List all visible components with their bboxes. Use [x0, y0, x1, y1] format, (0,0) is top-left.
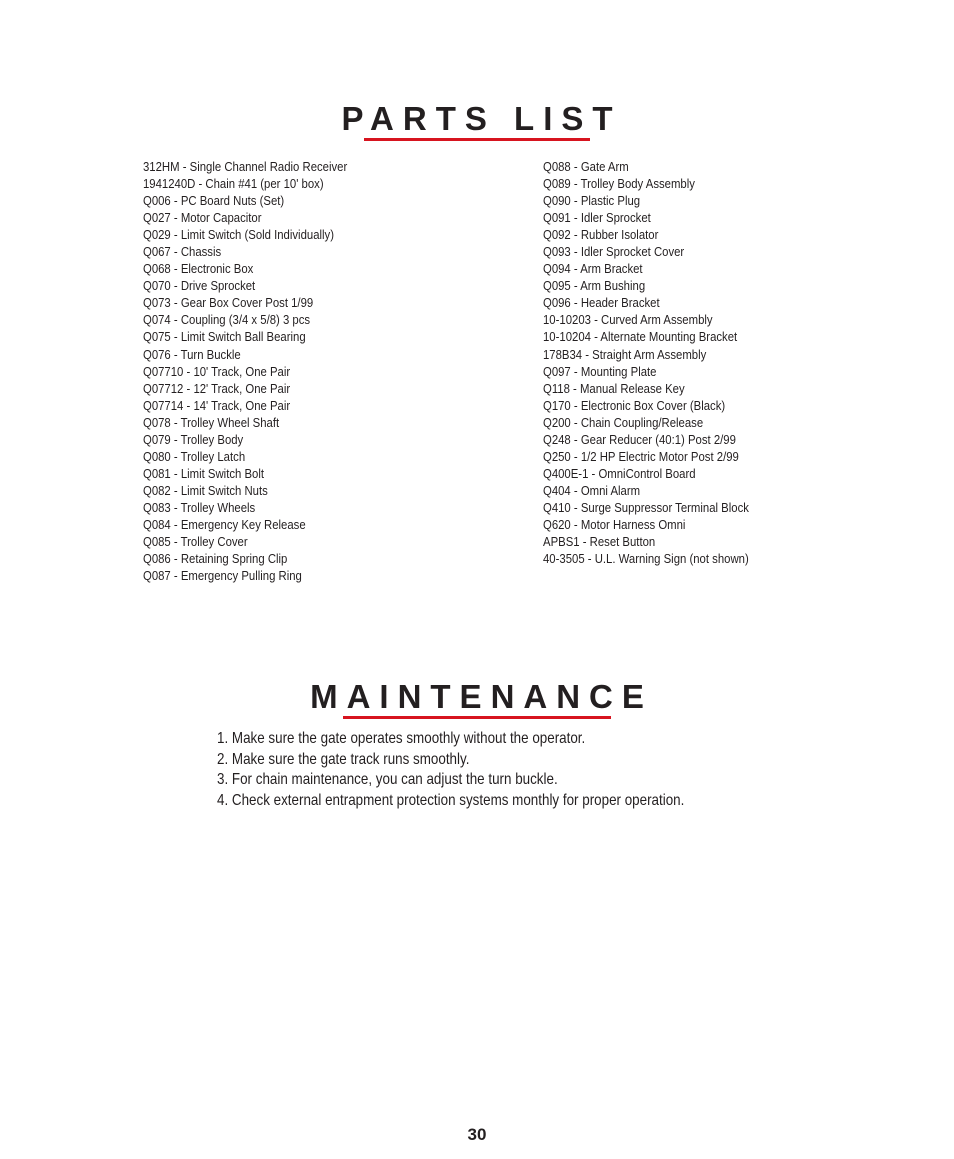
part-item: Q400E-1 - OmniControl Board: [543, 465, 696, 481]
part-item: 10-10203 - Curved Arm Assembly: [543, 312, 713, 328]
maintenance-item: 4. Check external entrapment protection systems monthly for proper operation.: [217, 792, 685, 810]
part-item: 312HM - Single Channel Radio Receiver: [143, 159, 348, 174]
part-item: Q080 - Trolley Latch: [143, 448, 246, 464]
part-item: Q091 - Idler Sprocket: [543, 210, 651, 226]
part-item: Q410 - Surge Suppressor Terminal Block: [543, 499, 749, 515]
part-item: Q087 - Emergency Pulling Ring: [143, 568, 302, 584]
part-item: Q085 - Trolley Cover: [143, 534, 248, 550]
part-item: Q097 - Mounting Plate: [543, 363, 657, 379]
part-item: Q081 - Limit Switch Bolt: [143, 465, 265, 481]
part-item: 40-3505 - U.L. Warning Sign (not shown): [543, 551, 749, 567]
part-item: Q090 - Plastic Plug: [543, 193, 641, 209]
part-item: Q076 - Turn Buckle: [143, 346, 241, 362]
part-item: Q094 - Arm Bracket: [543, 261, 643, 277]
parts-list-title: PARTS LIST: [341, 100, 622, 137]
part-item: Q078 - Trolley Wheel Shaft: [143, 414, 280, 430]
part-item: Q092 - Rubber Isolator: [543, 227, 659, 243]
maintenance-list: [217, 729, 760, 812]
part-item: Q200 - Chain Coupling/Release: [543, 414, 704, 430]
page-number: 30: [467, 1125, 487, 1144]
part-item: Q029 - Limit Switch (Sold Individually): [143, 227, 334, 243]
part-item: Q093 - Idler Sprocket Cover: [543, 244, 685, 260]
part-item: Q027 - Motor Capacitor: [143, 210, 262, 226]
maintenance-item: 3. For chain maintenance, you can adjust the turn buckle.: [217, 771, 558, 789]
part-item: Q073 - Gear Box Cover Post 1/99: [143, 295, 314, 311]
part-item: Q620 - Motor Harness Omni: [543, 516, 686, 532]
part-item: Q07714 - 14' Track, One Pair: [143, 397, 291, 413]
part-item: Q089 - Trolley Body Assembly: [543, 176, 695, 192]
part-item: Q074 - Coupling (3/4 x 5/8) 3 pcs: [143, 312, 311, 328]
maintenance-heading: [0, 680, 954, 719]
part-item: APBS1 - Reset Button: [543, 534, 656, 550]
part-item: 1941240D - Chain #41 (per 10' box): [143, 176, 324, 192]
maintenance-item: 2. Make sure the gate track runs smoothly.: [217, 750, 470, 768]
part-item: Q079 - Trolley Body: [143, 431, 244, 447]
maintenance-title: MAINTENANCE: [310, 678, 653, 715]
maintenance-title-underline: [343, 716, 611, 719]
parts-list-heading: [0, 102, 954, 141]
part-item: Q248 - Gear Reducer (40:1) Post 2/99: [543, 431, 736, 447]
part-item: Q170 - Electronic Box Cover (Black): [543, 397, 726, 413]
part-item: Q083 - Trolley Wheels: [143, 499, 256, 515]
part-item: Q088 - Gate Arm: [543, 159, 629, 174]
part-item: Q07710 - 10' Track, One Pair: [143, 363, 291, 379]
maintenance-item: 1. Make sure the gate operates smoothly without the operator.: [217, 730, 586, 747]
part-item: Q404 - Omni Alarm: [543, 482, 641, 498]
part-item: Q070 - Drive Sprocket: [143, 278, 256, 294]
part-item: 178B34 - Straight Arm Assembly: [543, 346, 707, 362]
parts-list-title-underline: [364, 138, 590, 141]
part-item: Q084 - Emergency Key Release: [143, 516, 306, 532]
part-item: 10-10204 - Alternate Mounting Bracket: [543, 329, 738, 345]
part-item: Q075 - Limit Switch Ball Bearing: [143, 329, 306, 345]
part-item: Q086 - Retaining Spring Clip: [143, 551, 288, 567]
part-item: Q07712 - 12' Track, One Pair: [143, 380, 291, 396]
parts-list-left-column: [143, 158, 381, 584]
part-item: Q082 - Limit Switch Nuts: [143, 482, 268, 498]
part-item: Q250 - 1/2 HP Electric Motor Post 2/99: [543, 448, 739, 464]
part-item: Q118 - Manual Release Key: [543, 380, 685, 396]
part-item: Q096 - Header Bracket: [543, 295, 660, 311]
part-item: Q006 - PC Board Nuts (Set): [143, 193, 285, 209]
parts-list-right-column: [543, 158, 782, 567]
part-item: Q095 - Arm Bushing: [543, 278, 646, 294]
part-item: Q067 - Chassis: [143, 244, 222, 260]
part-item: Q068 - Electronic Box: [143, 261, 254, 277]
